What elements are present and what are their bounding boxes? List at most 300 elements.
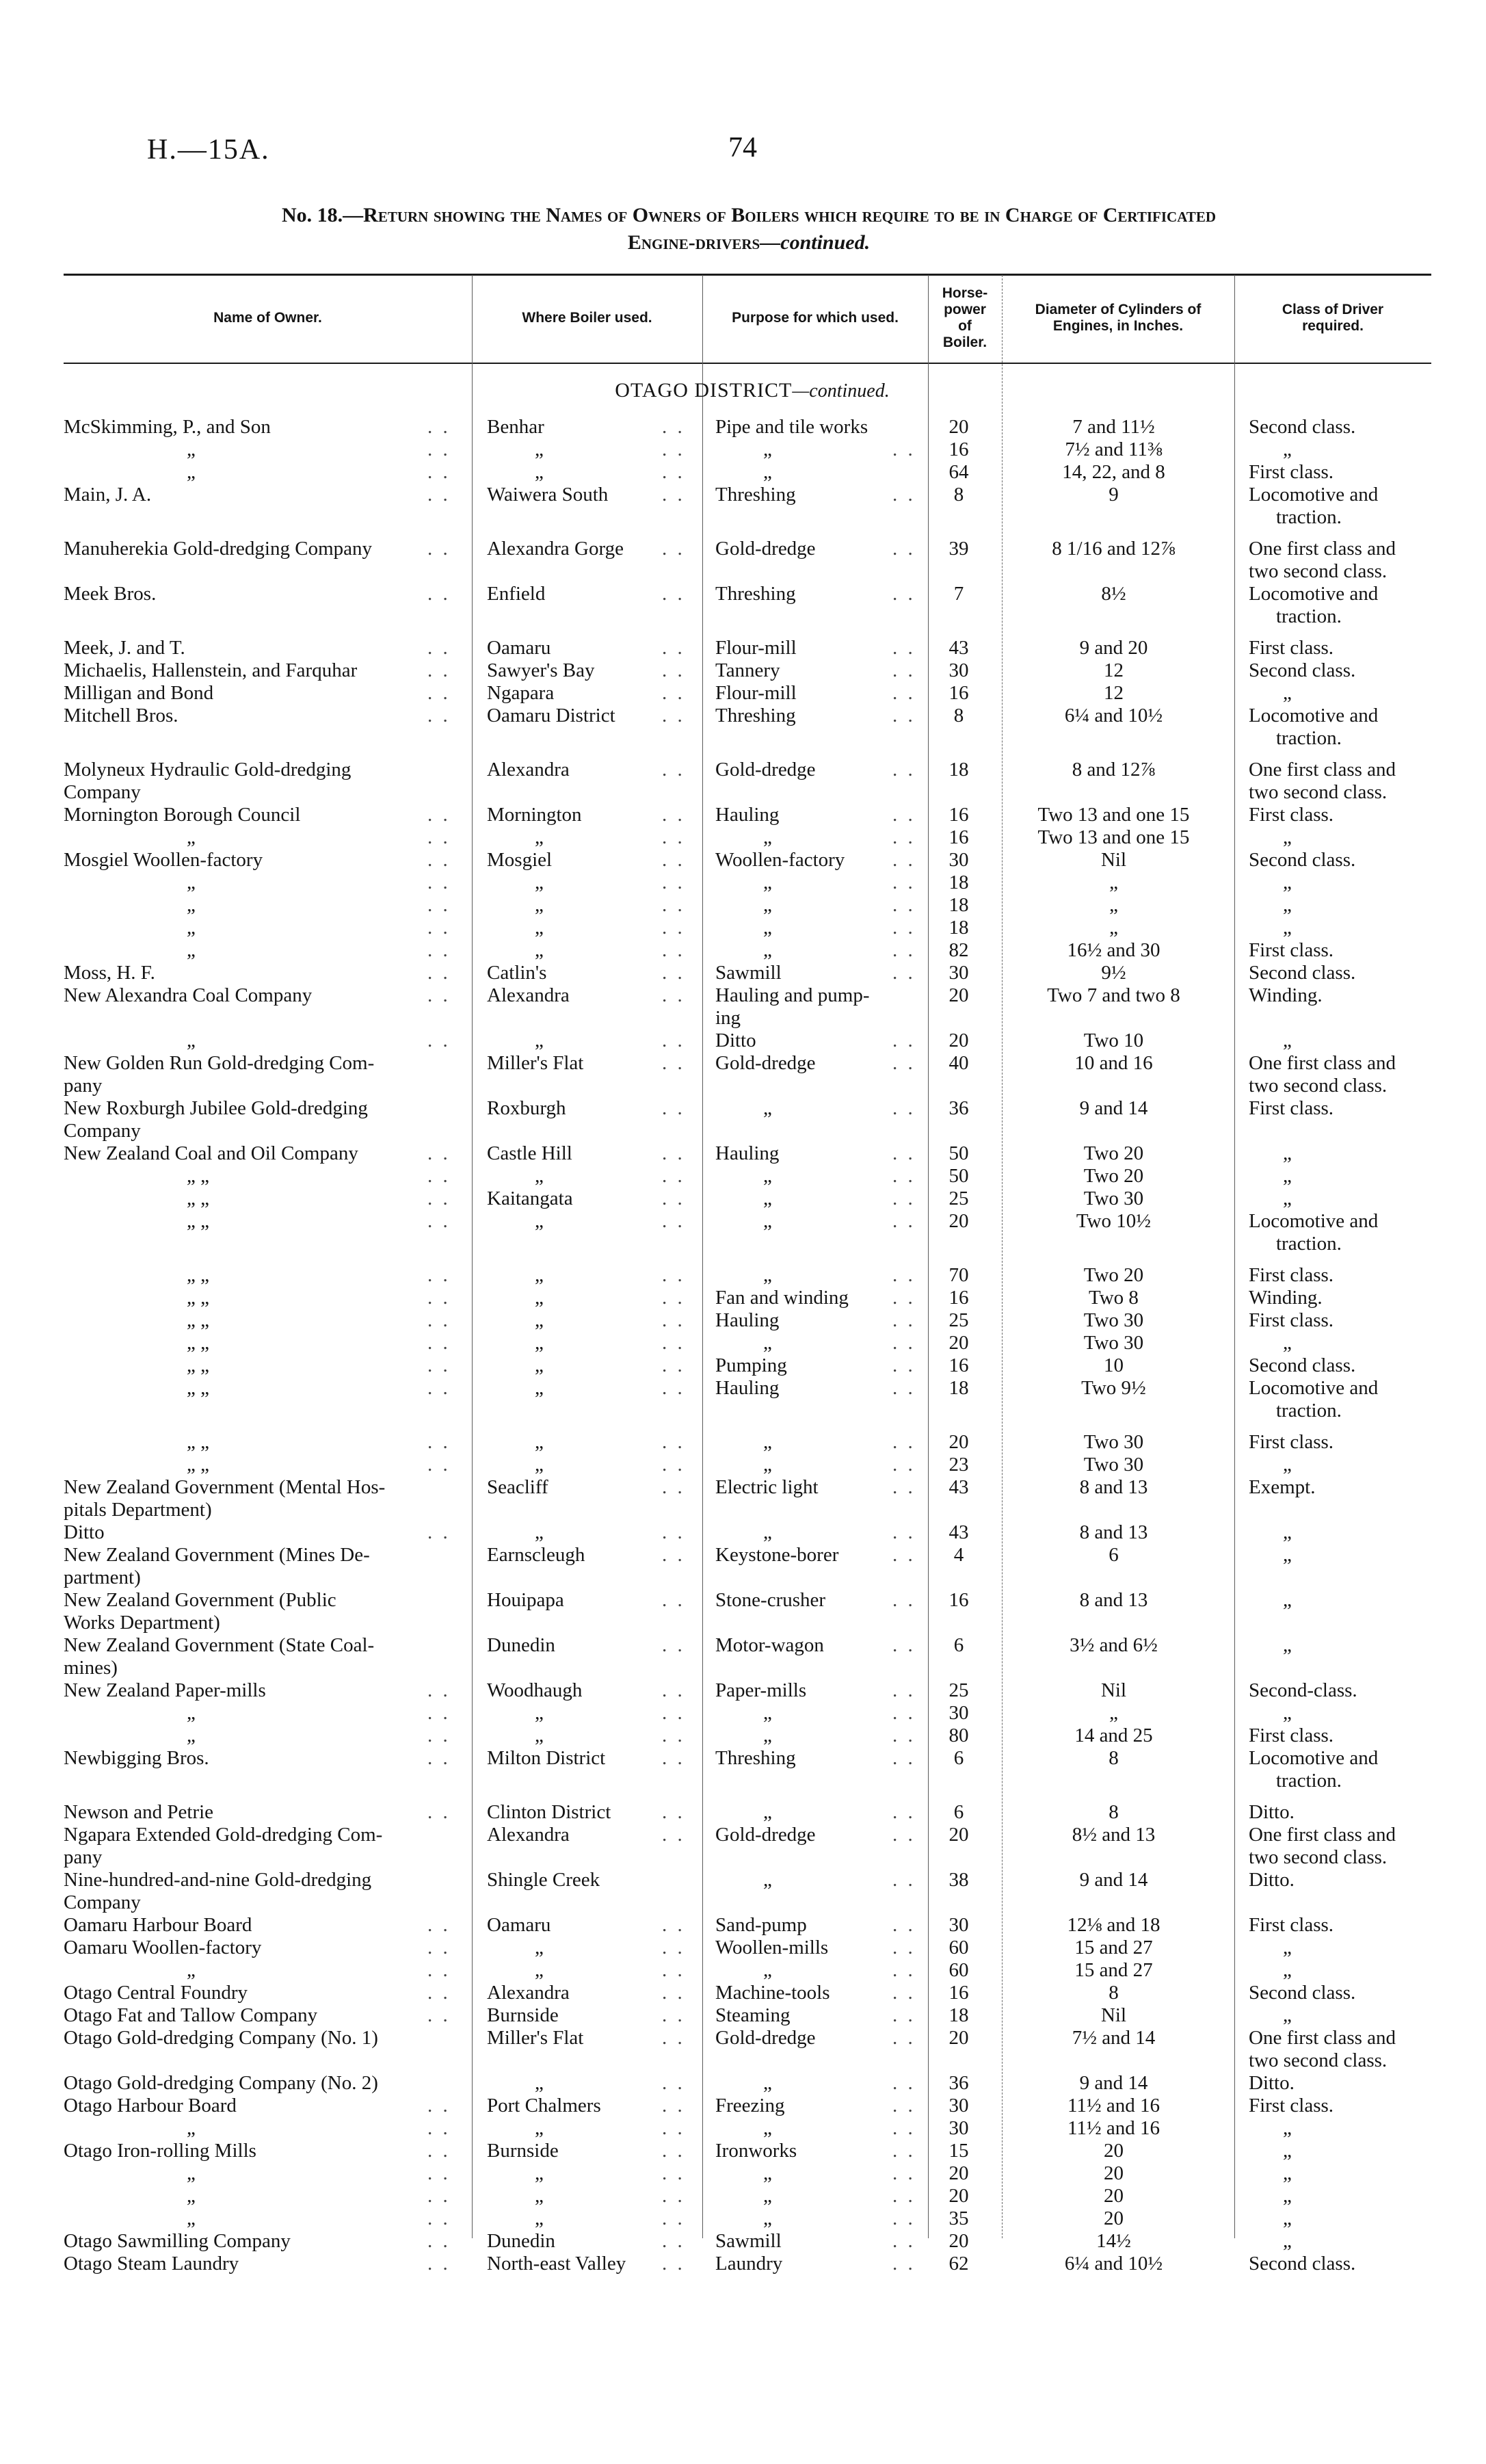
leader-dots: . .: [662, 962, 685, 984]
leader-dots: . .: [662, 1824, 685, 1846]
leader-dots: . .: [892, 583, 916, 605]
owner-cell: [64, 1521, 467, 1544]
owner-cell: [64, 1544, 467, 1589]
class-line: First class.: [1249, 1725, 1334, 1746]
class-line: „: [1283, 438, 1292, 460]
purpose-line: Gold-dredge: [715, 759, 816, 781]
class-cell: [1249, 1679, 1454, 1702]
table-row: [0, 894, 1486, 917]
purpose-line: Machine-tools: [715, 1982, 830, 2004]
leader-dots: . .: [892, 484, 916, 506]
owner-cell: [64, 2004, 467, 2027]
leader-dots: . .: [892, 962, 916, 984]
purpose-cell: [715, 2207, 920, 2230]
table-row: [0, 849, 1486, 871]
class-cell: [1249, 1824, 1454, 1869]
leader-dots: . .: [892, 1544, 916, 1566]
where-cell: North-east Valley: [487, 2253, 626, 2275]
table-row: [0, 1052, 1486, 1097]
purpose-cell: [715, 1476, 920, 1499]
leader-dots: . .: [427, 461, 451, 483]
column-header-horsepower: Horse- power of Boiler.: [942, 285, 988, 350]
purpose-line: Flour-mill: [715, 682, 797, 704]
owner-cell: [64, 2207, 467, 2230]
diameter-cell: 8 and 13: [1079, 1521, 1148, 1543]
leader-dots: . .: [662, 1634, 685, 1656]
leader-dots: . .: [427, 583, 451, 605]
where-cell: Port Chalmers: [487, 2095, 601, 2116]
where-cell: Alexandra: [487, 1824, 570, 1846]
table-title: [68, 202, 1429, 228]
class-line: First class.: [1249, 637, 1334, 659]
leader-dots: . .: [427, 939, 451, 961]
horsepower-cell: 16: [948, 804, 969, 826]
purpose-line: „: [763, 438, 772, 460]
class-line: traction.: [1276, 605, 1342, 627]
diameter-cell: 14 and 25: [1074, 1725, 1153, 1746]
horsepower-cell: 40: [948, 1052, 969, 1074]
owner-line: Otago Sawmilling Company: [64, 2230, 291, 2252]
horsepower-cell: 18: [948, 871, 969, 893]
diameter-cell: Two 13 and one 15: [1037, 804, 1190, 826]
leader-dots: . .: [662, 939, 685, 961]
leader-dots: . .: [662, 1454, 685, 1476]
leader-dots: . .: [892, 2117, 916, 2139]
class-cell: [1249, 416, 1454, 438]
class-line: Second class.: [1249, 1354, 1356, 1376]
purpose-cell: [715, 538, 920, 560]
diameter-cell: 6: [1109, 1544, 1119, 1566]
table-row: [0, 1702, 1486, 1725]
purpose-line: Woollen-mills: [715, 1937, 829, 1958]
leader-dots: . .: [427, 1914, 451, 1936]
diameter-cell: Two 9½: [1081, 1377, 1146, 1399]
class-line: One first class and: [1249, 1052, 1396, 1074]
purpose-cell: [715, 939, 920, 962]
owner-line: „ „: [187, 1188, 209, 1209]
where-cell: Dunedin: [487, 1634, 555, 1656]
diameter-cell: Nil: [1100, 2004, 1127, 2026]
diameter-cell: 9: [1109, 484, 1119, 506]
where-cell: Clinton District: [487, 1801, 611, 1823]
purpose-line: „: [763, 2117, 772, 2139]
leader-dots: . .: [892, 637, 916, 659]
class-line: First class.: [1249, 2095, 1334, 2116]
leader-dots: . .: [427, 2140, 451, 2162]
diameter-cell: 6¼ and 10½: [1064, 2253, 1163, 2275]
class-cell: [1249, 1332, 1454, 1354]
class-cell: [1249, 2095, 1454, 2117]
class-cell: [1249, 1264, 1454, 1287]
class-line: traction.: [1276, 506, 1342, 528]
purpose-cell: [715, 1824, 920, 1846]
owner-cell: [64, 1702, 467, 1725]
class-cell: [1249, 939, 1454, 962]
owner-line: „ „: [187, 1377, 209, 1399]
owner-line: „: [187, 1959, 196, 1981]
class-cell: [1249, 894, 1454, 917]
class-cell: [1249, 804, 1454, 826]
owner-cell: [64, 705, 467, 727]
horsepower-cell: 4: [953, 1544, 964, 1566]
diameter-cell: Two 30: [1083, 1188, 1144, 1209]
column-header-class: Class of Driver required.: [1282, 302, 1384, 334]
leader-dots: . .: [427, 2207, 451, 2229]
leader-dots: . .: [662, 871, 685, 893]
diameter-cell: 9 and 14: [1079, 1097, 1148, 1119]
owner-line: Otago Gold-dredging Company (No. 2): [64, 2072, 378, 2094]
owner-line: „: [187, 2162, 196, 2184]
table-row: [0, 1982, 1486, 2004]
leader-dots: . .: [892, 1824, 916, 1846]
horsepower-cell: 30: [948, 659, 969, 681]
table-row: [0, 1454, 1486, 1476]
purpose-line: Gold-dredge: [715, 1824, 816, 1846]
where-cell: „: [535, 826, 544, 848]
horsepower-cell: 23: [948, 1454, 969, 1476]
table-row: [0, 583, 1486, 637]
diameter-cell: 20: [1104, 2162, 1124, 2184]
class-cell: [1249, 2253, 1454, 2275]
owner-line: Main, J. A.: [64, 484, 152, 506]
leader-dots: . .: [662, 1210, 685, 1232]
leader-dots: . .: [662, 917, 685, 939]
class-cell: [1249, 705, 1454, 750]
class-cell: [1249, 984, 1454, 1007]
class-cell: [1249, 1309, 1454, 1332]
where-cell: „: [535, 1287, 544, 1309]
owner-cell: [64, 637, 467, 659]
purpose-line: Sawmill: [715, 962, 782, 984]
table-row: [0, 1544, 1486, 1589]
purpose-line: „: [763, 1097, 772, 1119]
purpose-cell: [715, 1377, 920, 1400]
class-cell: [1249, 1097, 1454, 1120]
table-row: [0, 2185, 1486, 2207]
leader-dots: . .: [427, 1377, 451, 1399]
class-cell: [1249, 2207, 1454, 2230]
class-cell: [1249, 1521, 1454, 1544]
class-line: „: [1283, 1702, 1292, 1724]
leader-dots: . .: [662, 461, 685, 483]
where-cell: Woodhaugh: [487, 1679, 583, 1701]
where-cell: Castle Hill: [487, 1142, 572, 1164]
owner-line: „ „: [187, 1354, 209, 1376]
owner-line: Milligan and Bond: [64, 682, 214, 704]
owner-cell: [64, 939, 467, 962]
purpose-cell: [715, 804, 920, 826]
horsepower-cell: 60: [948, 1937, 969, 1958]
horsepower-cell: 43: [948, 1476, 969, 1498]
leader-dots: . .: [892, 759, 916, 781]
class-cell: [1249, 1544, 1454, 1567]
class-line: „: [1283, 1521, 1292, 1543]
purpose-cell: [715, 2253, 920, 2275]
owner-line: New Zealand Government (State Coal-: [64, 1634, 375, 1656]
leader-dots: . .: [427, 1354, 451, 1376]
class-line: two second class.: [1249, 1075, 1388, 1097]
where-cell: Oamaru District: [487, 705, 615, 726]
purpose-cell: [715, 1165, 920, 1188]
purpose-cell: [715, 1801, 920, 1824]
purpose-cell: [715, 2162, 920, 2185]
class-cell: [1249, 682, 1454, 705]
class-line: One first class and: [1249, 538, 1396, 560]
purpose-cell: [715, 1544, 920, 1567]
owner-line: New Zealand Government (Mines De-: [64, 1544, 370, 1566]
diameter-cell: Two 8: [1089, 1287, 1139, 1309]
owner-line: Otago Steam Laundry: [64, 2253, 239, 2275]
owner-line: Moss, H. F.: [64, 962, 155, 984]
owner-cell: [64, 1589, 467, 1634]
where-cell: Alexandra Gorge: [487, 538, 624, 560]
class-line: two second class.: [1249, 1846, 1388, 1868]
where-cell: Alexandra: [487, 984, 570, 1006]
class-line: „: [1283, 1454, 1292, 1476]
owner-line: „: [187, 438, 196, 460]
leader-dots: . .: [427, 1264, 451, 1286]
where-cell: „: [535, 1377, 544, 1399]
class-line: Second class.: [1249, 962, 1356, 984]
diameter-cell: Two 20: [1083, 1142, 1144, 1164]
leader-dots: . .: [427, 637, 451, 659]
owner-cell: [64, 917, 467, 939]
leader-dots: . .: [662, 1165, 685, 1187]
class-line: „: [1283, 1030, 1292, 1051]
leader-dots: . .: [662, 759, 685, 781]
diameter-cell: 14, 22, and 8: [1062, 461, 1165, 483]
owner-line: Ditto: [64, 1521, 105, 1543]
diameter-cell: 8½ and 13: [1072, 1824, 1156, 1846]
leader-dots: . .: [662, 1747, 685, 1769]
diameter-cell: 8 and 12⅞: [1072, 759, 1156, 781]
owner-line: „ „: [187, 1165, 209, 1187]
leader-dots: . .: [427, 984, 451, 1006]
owner-line: pany: [64, 1846, 103, 1868]
purpose-cell: [715, 1030, 920, 1052]
owner-cell: [64, 2253, 467, 2275]
owner-cell: [64, 1188, 467, 1210]
table-row: [0, 1264, 1486, 1287]
owner-cell: [64, 2117, 467, 2140]
column-header-where: Where Boiler used.: [522, 310, 652, 326]
horsepower-cell: 39: [948, 538, 969, 560]
class-line: „: [1283, 1544, 1292, 1566]
diameter-cell: Two 13 and one 15: [1037, 826, 1190, 848]
horsepower-cell: 38: [948, 1869, 969, 1891]
table-row: [0, 1476, 1486, 1521]
owner-cell: [64, 894, 467, 917]
where-cell: „: [535, 1309, 544, 1331]
owner-line: „: [187, 1030, 196, 1051]
class-cell: [1249, 1725, 1454, 1747]
where-cell: „: [535, 1431, 544, 1453]
class-line: „: [1283, 917, 1292, 939]
purpose-cell: [715, 659, 920, 682]
leader-dots: . .: [892, 1210, 916, 1232]
leader-dots: . .: [662, 1030, 685, 1051]
leader-dots: . .: [662, 1287, 685, 1309]
table-row: [0, 1030, 1486, 1052]
leader-dots: . .: [892, 2207, 916, 2229]
purpose-line: „: [763, 871, 772, 893]
horsepower-cell: 16: [948, 1589, 969, 1611]
owner-line: „ „: [187, 1332, 209, 1354]
table-row: [0, 871, 1486, 894]
leader-dots: . .: [427, 1982, 451, 2004]
owner-cell: [64, 1431, 467, 1454]
horsepower-cell: 20: [948, 984, 969, 1006]
horsepower-cell: 16: [948, 826, 969, 848]
class-line: Second class.: [1249, 1982, 1356, 2004]
diameter-cell: „: [1109, 871, 1118, 893]
diameter-cell: 8: [1109, 1747, 1119, 1769]
horsepower-cell: 30: [948, 962, 969, 984]
purpose-line: „: [763, 826, 772, 848]
class-line: traction.: [1276, 727, 1342, 749]
leader-dots: . .: [892, 1521, 916, 1543]
purpose-cell: [715, 894, 920, 917]
class-cell: [1249, 1287, 1454, 1309]
horsepower-cell: 18: [948, 894, 969, 916]
diameter-cell: 12⅛ and 18: [1067, 1914, 1160, 1936]
owner-cell: [64, 804, 467, 826]
where-cell: Kaitangata: [487, 1188, 573, 1209]
horsepower-cell: 25: [948, 1188, 969, 1209]
class-cell: [1249, 2185, 1454, 2207]
class-cell: [1249, 1914, 1454, 1937]
leader-dots: . .: [662, 894, 685, 916]
leader-dots: . .: [892, 659, 916, 681]
class-cell: [1249, 1589, 1454, 1612]
leader-dots: . .: [662, 1309, 685, 1331]
column-header-owner: Name of Owner.: [213, 310, 322, 326]
table-row: [0, 984, 1486, 1030]
owner-line: „: [187, 461, 196, 483]
owner-line: Otago Gold-dredging Company (No. 1): [64, 2027, 378, 2049]
leader-dots: . .: [427, 438, 451, 460]
class-line: Winding.: [1249, 1287, 1323, 1309]
diameter-cell: 3½ and 6½: [1070, 1634, 1158, 1656]
purpose-cell: [715, 2095, 920, 2117]
class-cell: [1249, 871, 1454, 894]
where-cell: „: [535, 939, 544, 961]
leader-dots: . .: [427, 1801, 451, 1823]
leader-dots: . .: [427, 1030, 451, 1051]
owner-cell: [64, 1679, 467, 1702]
table-row: [0, 1747, 1486, 1801]
leader-dots: . .: [662, 826, 685, 848]
leader-dots: . .: [427, 826, 451, 848]
diameter-cell: Two 20: [1083, 1264, 1144, 1286]
table-row: [0, 1210, 1486, 1264]
table-row: [0, 1287, 1486, 1309]
purpose-cell: [715, 1679, 920, 1702]
leader-dots: . .: [427, 1210, 451, 1232]
owner-line: pany: [64, 1075, 103, 1097]
purpose-line: „: [763, 2072, 772, 2094]
owner-cell: [64, 1747, 467, 1770]
table-row: [0, 1097, 1486, 1142]
owner-line: Otago Harbour Board: [64, 2095, 237, 2116]
purpose-line: Electric light: [715, 1476, 819, 1498]
purpose-cell: [715, 759, 920, 781]
class-line: traction.: [1276, 1770, 1342, 1792]
owner-cell: [64, 2095, 467, 2117]
owner-line: New Roxburgh Jubilee Gold-dredging: [64, 1097, 368, 1119]
leader-dots: . .: [427, 894, 451, 916]
table-row: [0, 1679, 1486, 1702]
leader-dots: . .: [892, 2162, 916, 2184]
owner-line: Mornington Borough Council: [64, 804, 301, 826]
table-row: [0, 416, 1486, 438]
leader-dots: . .: [662, 2207, 685, 2229]
owner-line: „ „: [187, 1431, 209, 1453]
horsepower-cell: 6: [953, 1747, 964, 1769]
class-cell: [1249, 2117, 1454, 2140]
class-line: two second class.: [1249, 2049, 1388, 2071]
leader-dots: . .: [427, 2230, 451, 2252]
class-line: „: [1283, 2230, 1292, 2252]
purpose-cell: [715, 1937, 920, 1959]
owner-cell: [64, 2027, 467, 2049]
horsepower-cell: 20: [948, 2230, 969, 2252]
owner-cell: [64, 2140, 467, 2162]
where-cell: Benhar: [487, 416, 544, 438]
class-line: „: [1283, 682, 1292, 704]
diameter-cell: 8 1/16 and 12⅞: [1052, 538, 1176, 560]
class-line: First class.: [1249, 1097, 1334, 1119]
owner-cell: [64, 1030, 467, 1052]
horsepower-cell: 20: [948, 2162, 969, 2184]
leader-dots: . .: [892, 1332, 916, 1354]
horsepower-cell: 18: [948, 759, 969, 781]
table-row: [0, 1589, 1486, 1634]
leader-dots: . .: [662, 682, 685, 704]
owner-line: „: [187, 894, 196, 916]
owner-cell: [64, 2162, 467, 2185]
owner-cell: [64, 682, 467, 705]
owner-cell: [64, 1914, 467, 1937]
leader-dots: . .: [427, 1188, 451, 1209]
purpose-cell: [715, 1354, 920, 1377]
owner-cell: [64, 1454, 467, 1476]
leader-dots: . .: [892, 1142, 916, 1164]
horsepower-cell: 20: [948, 2185, 969, 2207]
owner-cell: [64, 962, 467, 984]
owner-line: McSkimming, P., and Son: [64, 416, 271, 438]
leader-dots: . .: [662, 2230, 685, 2252]
leader-dots: . .: [427, 659, 451, 681]
where-cell: „: [535, 1454, 544, 1476]
owner-line: Company: [64, 781, 141, 803]
where-cell: Milton District: [487, 1747, 606, 1769]
table-row: [0, 2230, 1486, 2253]
class-cell: [1249, 2004, 1454, 2027]
owner-cell: [64, 2230, 467, 2253]
diameter-cell: 8½: [1101, 583, 1126, 605]
leader-dots: . .: [892, 917, 916, 939]
table-row: [0, 2004, 1486, 2027]
leader-dots: . .: [662, 484, 685, 506]
purpose-cell: [715, 984, 920, 1030]
where-cell: „: [535, 2162, 544, 2184]
where-cell: Oamaru: [487, 637, 551, 659]
leader-dots: . .: [427, 2117, 451, 2139]
owner-cell: [64, 1210, 467, 1233]
class-line: „: [1283, 826, 1292, 848]
where-cell: „: [535, 1937, 544, 1958]
